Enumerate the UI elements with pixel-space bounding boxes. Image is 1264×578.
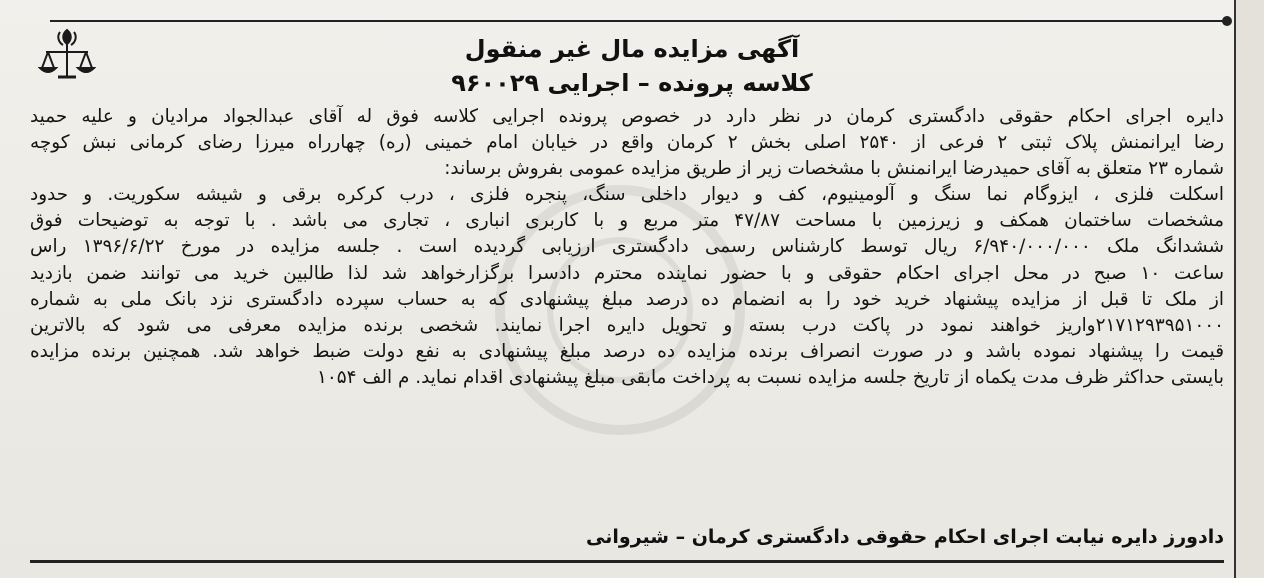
body-line: رضا ایرانمنش پلاک ثبتی ۲ فرعی از ۲۵۴۰ اصلی بخش ۲ کرمان واقع در خیابان امام خمینی (ره) چهارراه میرزا رضای کرمانی نبش کوچه bbox=[30, 132, 1224, 154]
body-line: اسکلت فلزی ، ایزوگام نما سنگ و آلومینیوم، کف و دیوار داخلی سنگ، پنجره فلزی ، درب کرکره برقی و شیشه سکوریت. و حدود bbox=[30, 184, 1224, 206]
body-line: از ملک تا قبل از مزایده پیشنهاد خرید خود را به انضمام ده درصد مبلغ پیشنهادی که به حساب سپرده دادگستری نزد بانک ملی به شماره bbox=[30, 288, 1224, 310]
signature-line: دادورز دایره نیابت اجرای احکام حقوقی دادگستری کرمان – شیروانی bbox=[586, 526, 1224, 548]
body-line: ۲۱۷۱۲۹۳۹۵۱۰۰۰واریز خواهند نمود در پاکت درب بسته و تحویل دایره اجرا نمایند. شخصی برنده مزایده معرفی می شود که بالاترین bbox=[30, 314, 1224, 336]
body-line: دایره اجرای احکام حقوقی دادگستری کرمان در نظر دارد در خصوص پرونده اجرایی کلاسه فوق له آقای عبدالجواد مرادیان و علیه حمید bbox=[30, 106, 1224, 127]
body-line: شماره ۲۳ متعلق به آقای حمیدرضا ایرانمنش با مشخصات زیر از طریق مزایده عمومی بفروش برساند: bbox=[444, 158, 1224, 180]
body-line: قیمت را پیشنهاد نموده باشد و در صورت انصراف برنده مزایده ده درصد مبلغ پیشنهادی به نفع دولت ضبط خواهد شد. همچنین برنده مزایده bbox=[30, 340, 1224, 362]
bottom-divider bbox=[30, 560, 1224, 563]
notice-heading bbox=[110, 32, 1154, 100]
body-line: بایستی حداکثر ظرف مدت یکماه از تاریخ جلسه مزایده نسبت به پرداخت مابقی مبلغ پیشنهادی اقدام نماید. م الف ۱۰۵۴ bbox=[317, 366, 1224, 388]
body-line: ساعت ۱۰ صبح در محل اجرای احکام حقوقی و با حضور نماینده محترم دادسرا برگزارخواهد شد لذا طالبین خرید می توانند ضمن بازدید bbox=[30, 262, 1225, 284]
case-number-title: کلاسه پرونده – اجرایی ۹۶۰۰۲۹ bbox=[451, 69, 813, 97]
top-divider bbox=[50, 20, 1224, 22]
divider-dot bbox=[1222, 16, 1232, 26]
iran-emblem-scales-icon bbox=[38, 26, 96, 82]
adjacent-column-edge bbox=[1234, 0, 1264, 578]
notice-body bbox=[30, 104, 1224, 391]
notice-title: آگهی مزایده مال غیر منقول bbox=[464, 35, 800, 63]
body-line: ششدانگ ملک ۶/۹۴۰/۰۰۰/۰۰۰ ریال توسط کارشناس رسمی دادگستری ارزیابی گردیده است . جلسه مزایده در مورخ ۱۳۹۶/۶/۲۲ راس bbox=[30, 236, 1224, 258]
body-line: مشخصات ساختمان همکف و زیرزمین با مساحت ۴۷/۸۷ متر مربع و با کاربری انباری ، تجاری می باشد . با توجه به توضیحات فوق bbox=[30, 210, 1224, 232]
